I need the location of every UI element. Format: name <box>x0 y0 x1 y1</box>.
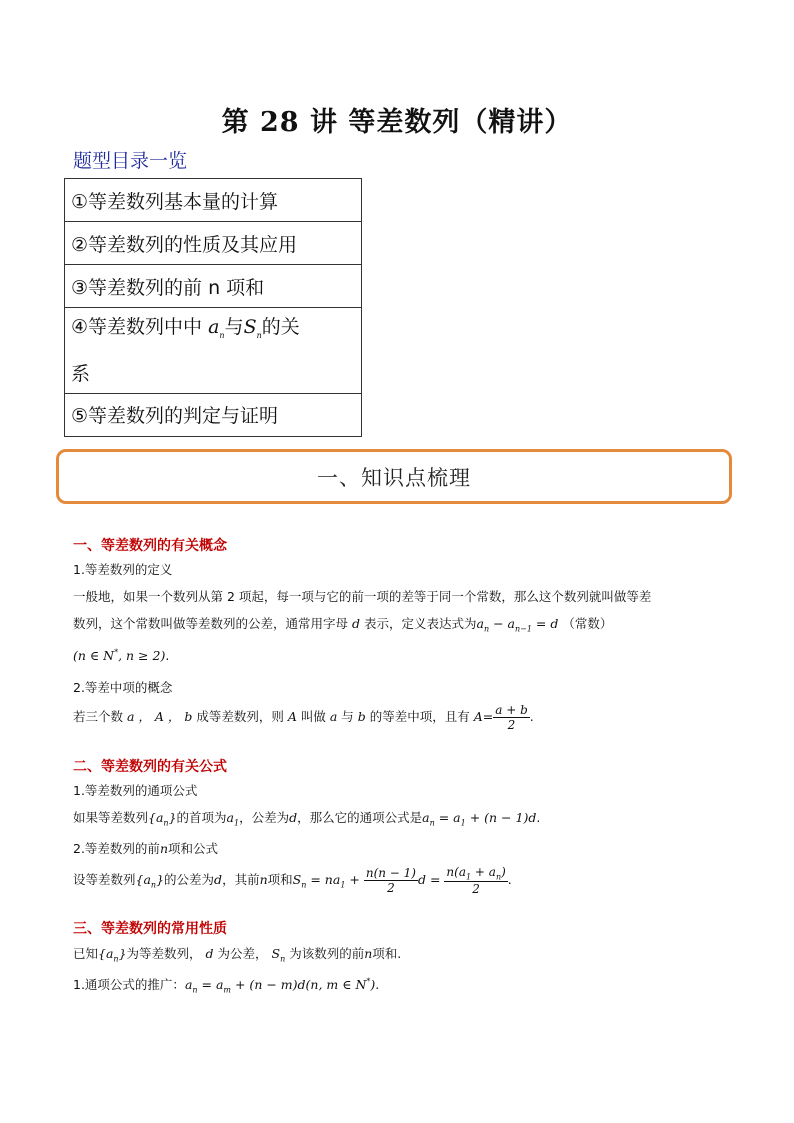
toc-item-3[interactable]: ③等差数列的前 n 项和 <box>65 265 362 308</box>
s1-line2: 数列，这个常数叫做等差数列的公差，通常用字母 d 表示，定义表达式为$a_n - a_{n-1} = d$ （常数） <box>73 616 613 634</box>
s2-sub2: 2.等差数列的前n项和公式 <box>73 841 219 856</box>
section-1-heading: 一、等差数列的有关概念 <box>73 538 227 554</box>
s2-line1: 如果等差数列$\{a_n\}$的首项为$a_1$，公差为d，那么它的通项公式是$a_n = a_1 + (n - 1)d$. <box>73 810 541 828</box>
s1-line1: 一般地，如果一个数列从第 2 项起，每一项与它的前一项的差等于同一个常数，那么这个数列就叫做等差 <box>73 589 652 604</box>
section-banner: 一、知识点梳理 <box>56 449 732 504</box>
toc-table <box>64 178 362 437</box>
page-title: 第 28 讲 等差数列（精讲） <box>221 107 573 138</box>
section-2-heading: 二、等差数列的有关公式 <box>73 759 227 775</box>
s2-sub1: 1.等差数列的通项公式 <box>73 783 198 798</box>
toc-item-1[interactable]: ①等差数列基本量的计算 <box>65 179 362 222</box>
toc-item-4[interactable]: ④等差数列中中 $a_n$与$S_n$的关 系 <box>65 308 362 394</box>
s1-sub1: 1.等差数列的定义 <box>73 562 173 577</box>
s1-line4: 若三个数 a ， A ， b 成等差数列，则 A 叫做 a 与 b 的等差中项，且有 A= $\frac{a + b}{2}$ . <box>73 703 534 732</box>
s1-line3: (n ∈ N*, n ≥ 2). <box>73 648 170 664</box>
s1-sub2: 2.等差中项的概念 <box>73 680 173 695</box>
s2-line2: 设等差数列$\{a_n\}$的公差为d，其前n项和$S_n = na_1$ + $\frac{n(n - 1)}{2}$ d = $\frac{n(a_1 + a_n)}{2}$ . <box>73 865 512 897</box>
s3-line2: 1.通项公式的推广：$a_n = a_m + (n - m)d(n$, m ∈ N*). <box>73 976 380 995</box>
toc-item-2[interactable]: ②等差数列的性质及其应用 <box>65 222 362 265</box>
section-3-heading: 三、等差数列的常用性质 <box>73 921 227 937</box>
toc-item-5[interactable]: ⑤等差数列的判定与证明 <box>65 393 362 436</box>
s3-line1: 已知$\{a_n\}$为等差数列， d 为公差， $S_n$ 为该数列的前n项和. <box>73 946 402 964</box>
toc-heading: 题型目录一览 <box>73 150 188 172</box>
